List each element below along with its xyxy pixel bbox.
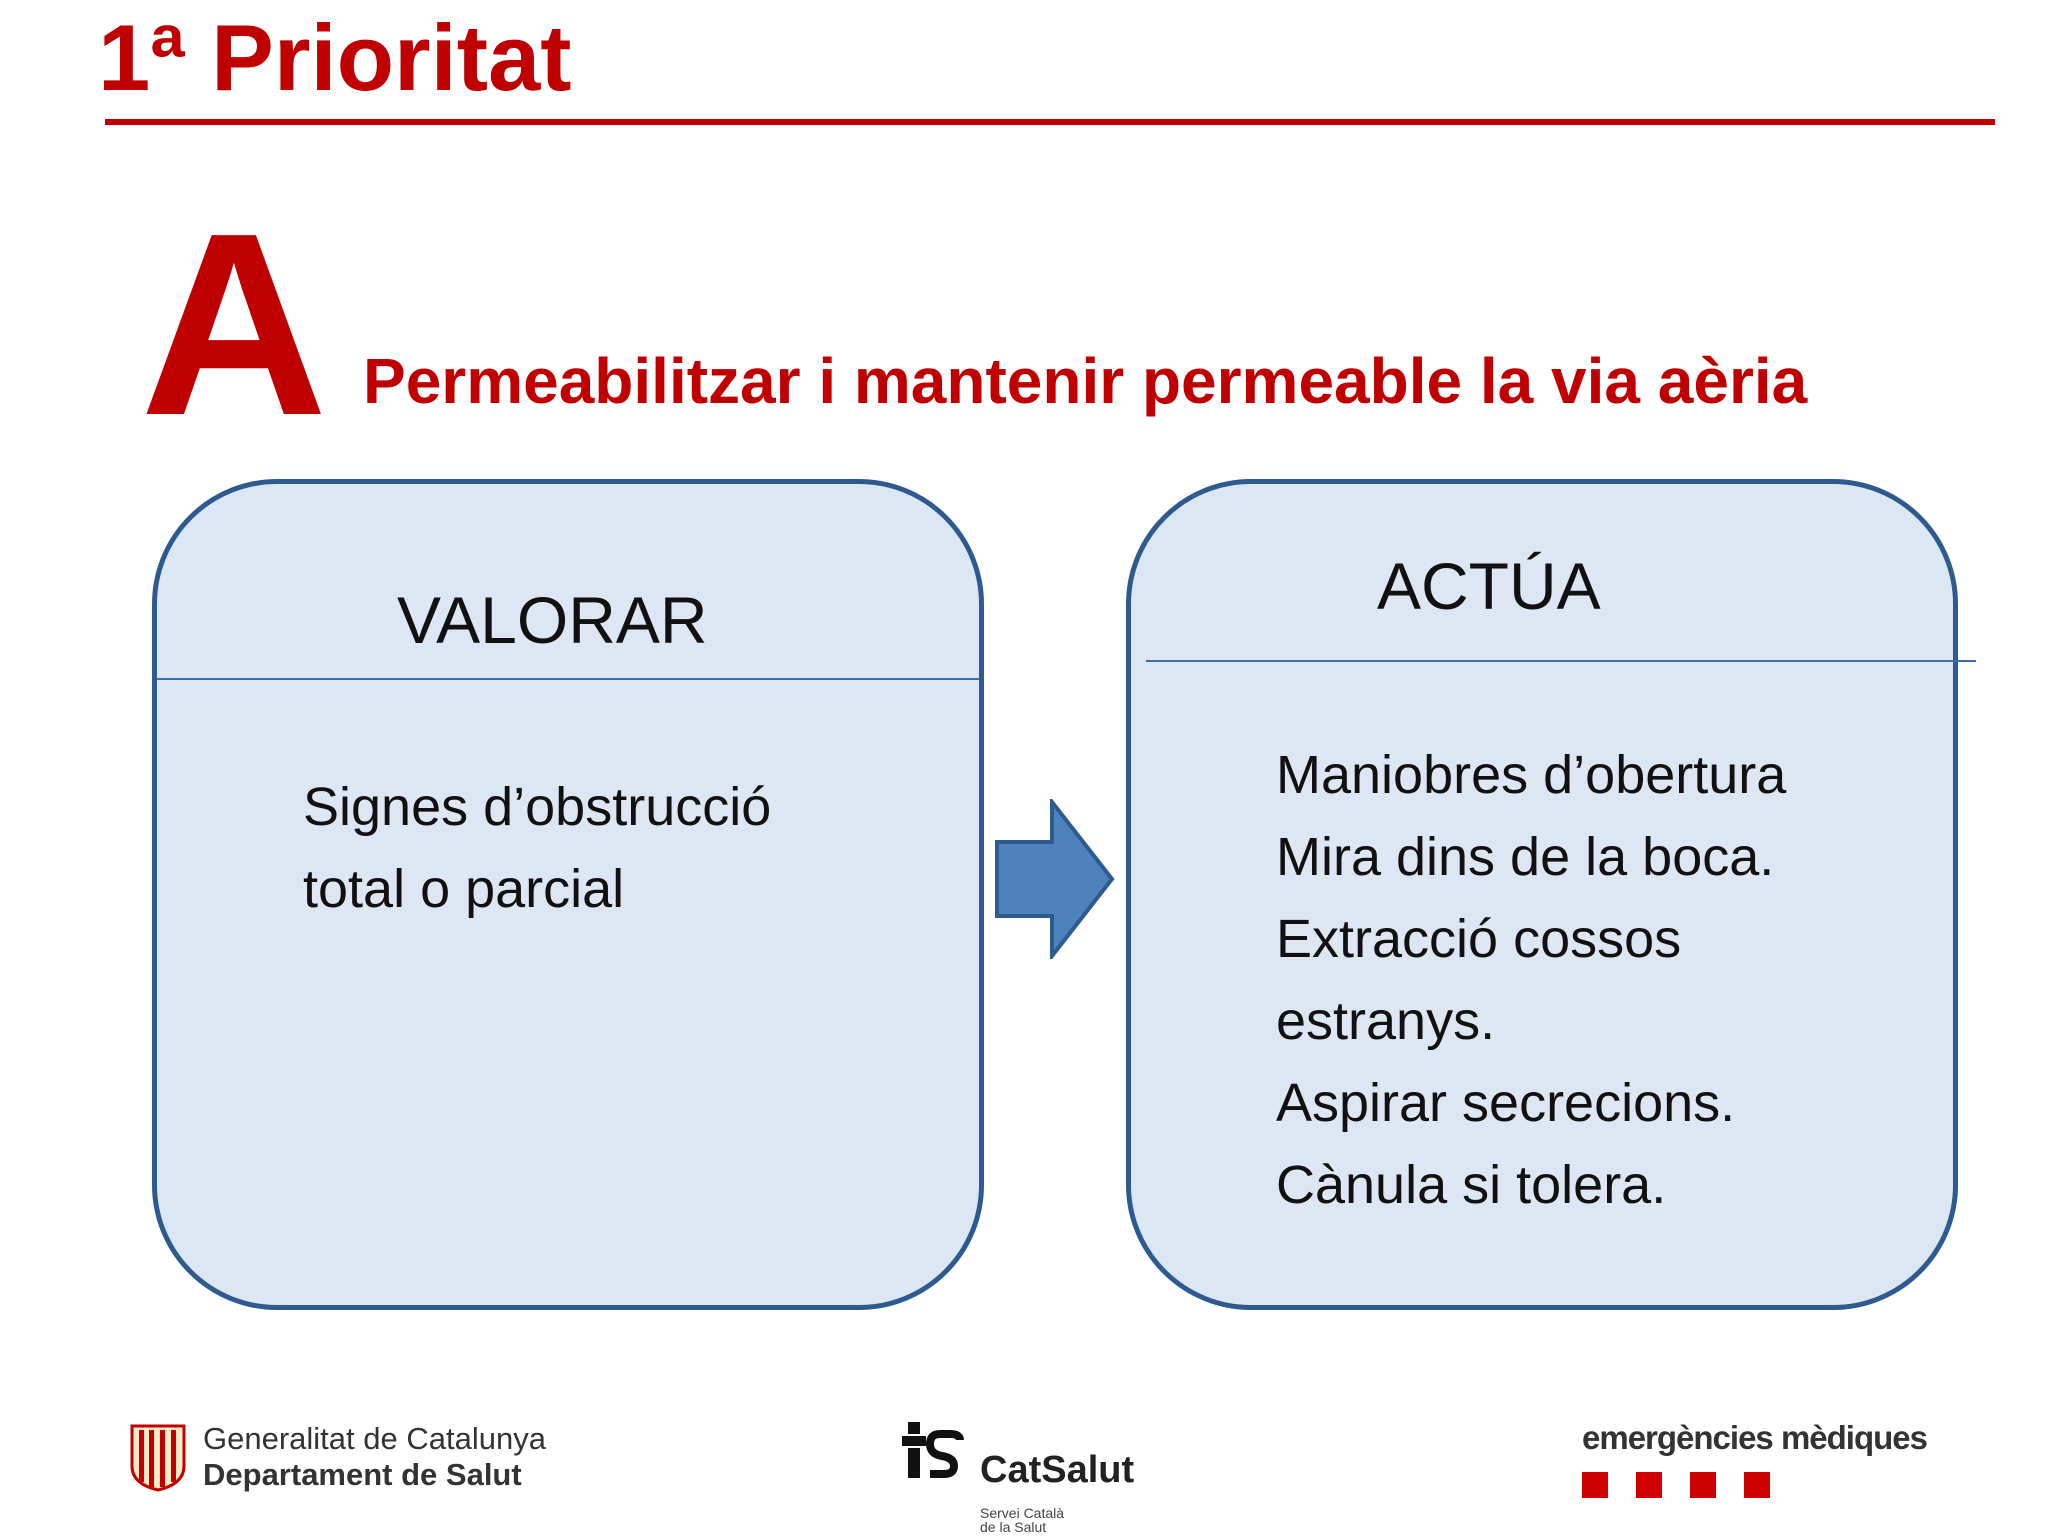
valorar-line: total o parcial — [303, 859, 625, 919]
catalan-emblem-icon — [128, 1422, 188, 1492]
valorar-divider — [157, 678, 979, 680]
gencat-department: Departament de Salut — [203, 1457, 522, 1492]
big-letter: A — [140, 180, 328, 470]
actua-body — [1276, 734, 1786, 1226]
actua-line: Aspirar secrecions. — [1276, 1073, 1736, 1133]
catsalut-subtitle: de la Salut — [980, 1519, 1047, 1535]
actua-heading: ACTÚA — [1377, 549, 1601, 623]
catsalut-logo — [900, 1420, 1180, 1535]
actua-line: Mira dins de la boca. — [1276, 827, 1775, 887]
sem-squares-icon — [1582, 1472, 1802, 1498]
sem-name: emergències mèdiques — [1582, 1419, 1927, 1456]
valorar-body — [303, 766, 771, 930]
gencat-logo — [128, 1418, 588, 1498]
title-rule — [105, 119, 1995, 125]
valorar-box — [152, 479, 984, 1310]
actua-line: Extracció cossos — [1276, 909, 1682, 969]
slide-title: 1ª Prioritat — [98, 5, 572, 110]
sem-logo — [1582, 1420, 1982, 1500]
valorar-heading: VALORAR — [397, 583, 708, 657]
valorar-line: Signes d’obstrucció — [303, 777, 772, 837]
gencat-name: Generalitat de Catalunya — [203, 1421, 546, 1456]
catsalut-mark-icon — [900, 1420, 964, 1484]
catsalut-subtitle: Servei Català — [980, 1505, 1065, 1521]
catsalut-name: CatSalut — [980, 1449, 1135, 1491]
actua-line: estranys. — [1276, 991, 1496, 1051]
right-arrow-icon — [994, 799, 1116, 959]
actua-line: Maniobres d’obertura — [1276, 745, 1787, 805]
actua-divider — [1146, 660, 1976, 662]
slide-subtitle: Permeabilitzar i mantenir permeable la via aèria — [363, 345, 1808, 417]
actua-line: Cànula si tolera. — [1276, 1155, 1667, 1215]
actua-box — [1126, 479, 1958, 1310]
